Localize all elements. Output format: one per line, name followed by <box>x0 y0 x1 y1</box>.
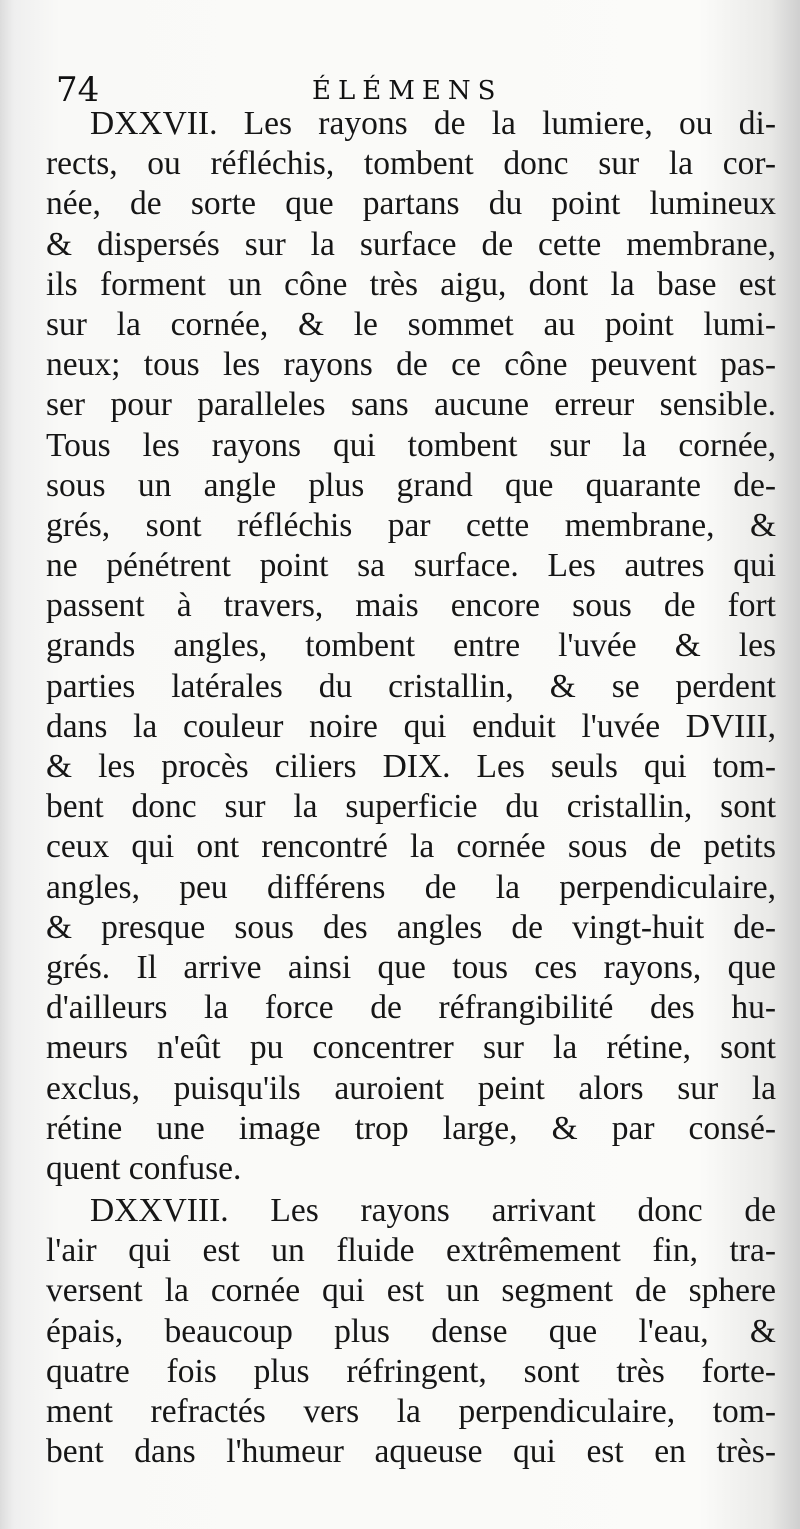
text-line: ceux qui ont rencontré la cornée sous de petits <box>46 828 776 866</box>
text-line: DXXVII. Les rayons de la lumiere, ou di- <box>90 105 776 142</box>
text-line: Tous les rayons qui tombent sur la cornée, <box>46 426 776 464</box>
text-line: épais, beaucoup plus dense que l'eau, & <box>46 1312 776 1350</box>
text-line: rétine une image trop large, & par consé- <box>46 1109 776 1147</box>
text-line: passent à travers, mais encore sous de fort <box>46 587 776 625</box>
page-number: 74 <box>56 70 100 110</box>
text-line: & presque sous des angles de vingt-huit de- <box>46 908 776 946</box>
text-line: neux; tous les rayons de ce cône peuvent pas- <box>46 346 776 384</box>
text-line: & les procès ciliers DIX. Les seuls qui tom- <box>46 748 776 785</box>
text-line: l'air qui est un fluide extrêmement fin, tra- <box>46 1232 776 1270</box>
body-text <box>46 104 776 1472</box>
text-line: grés, sont réfléchis par cette membrane, & <box>46 506 776 544</box>
text-line: sous un angle plus grand que quarante de- <box>46 466 776 504</box>
text-line: grands angles, tombent entre l'uvée & les <box>46 627 776 665</box>
text-line: ne pénétrent point sa surface. Les autres qui <box>46 547 776 585</box>
text-line: exclus, puisqu'ils auroient peint alors sur la <box>46 1069 776 1107</box>
text-line: & dispersés sur la surface de cette membrane, <box>46 225 776 263</box>
text-line: meurs n'eût pu concentrer sur la rétine, sont <box>46 1029 776 1067</box>
text-line: grés. Il arrive ainsi que tous ces rayons, que <box>46 948 776 986</box>
text-line: ment refractés vers la perpendiculaire, tom- <box>46 1393 776 1430</box>
text-line: rects, ou réfléchis, tombent donc sur la cor- <box>46 145 776 183</box>
running-title: ÉLÉMENS <box>312 76 503 106</box>
text-line: quent confuse. <box>46 1149 242 1187</box>
text-line: angles, peu différens de la perpendiculaire, <box>46 868 776 906</box>
text-line: sur la cornée, & le sommet au point lumi- <box>46 305 776 343</box>
text-line: bent dans l'humeur aqueuse qui est en très- <box>46 1433 776 1471</box>
text-line: versent la cornée qui est un segment de sphere <box>46 1272 776 1310</box>
paragraph-dxxvii <box>46 104 776 1189</box>
text-line: quatre fois plus réfringent, sont très forte- <box>46 1352 776 1390</box>
text-line: DXXVIII. Les rayons arrivant donc de <box>90 1192 776 1230</box>
text-line: d'ailleurs la force de réfrangibilité des hu- <box>46 989 776 1027</box>
text-line: dans la couleur noire qui enduit l'uvée DVIII, <box>46 707 776 745</box>
paragraph-dxxviii <box>46 1191 776 1472</box>
text-line: bent donc sur la superficie du cristallin, sont <box>46 788 776 826</box>
text-line: ils forment un cône très aigu, dont la base est <box>46 265 776 303</box>
text-line: ser pour paralleles sans aucune erreur sensible. <box>46 386 776 424</box>
text-line: née, de sorte que partans du point lumineux <box>46 185 776 223</box>
text-line: parties latérales du cristallin, & se perdent <box>46 667 776 705</box>
